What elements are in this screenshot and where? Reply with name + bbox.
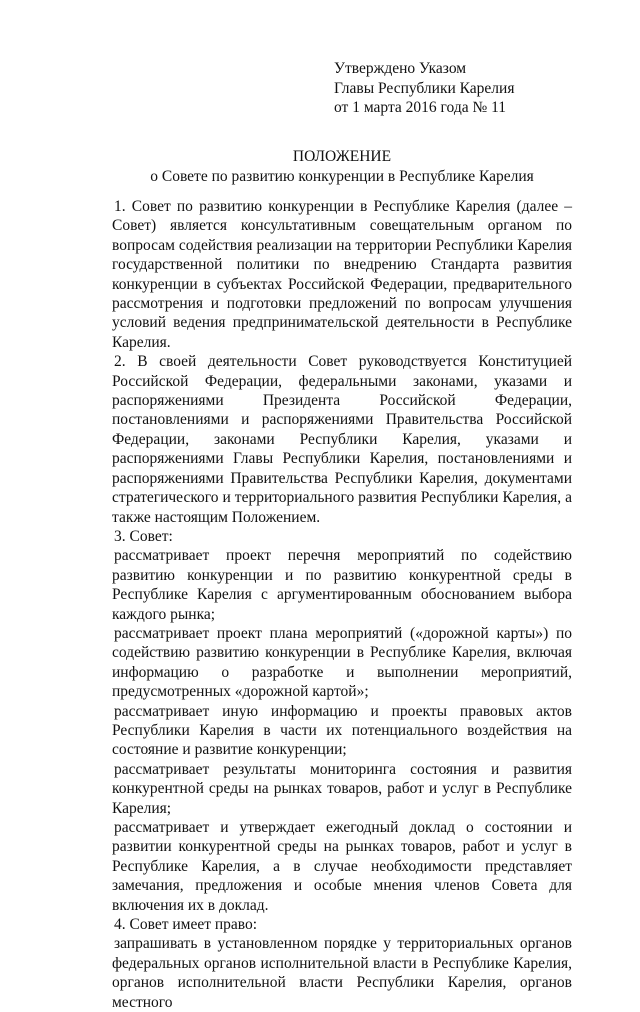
paragraph-3-item-1: рассматривает проект перечня мероприятий по содействию развитию конкуренции и по развитию конкурентной среды в Республике Карелия с аргументированным обоснованием выбора каждого рынка; [112, 547, 572, 623]
approval-line-2: Главы Республики Карелия [334, 79, 515, 97]
approval-line-1: Утверждено Указом [334, 60, 467, 77]
document-title [112, 147, 572, 187]
document-body [112, 197, 572, 1012]
paragraph-3-item-5: рассматривает и утверждает ежегодный доклад о состоянии и развитии конкурентной среды на рынках товаров, работ и услуг в Республике Карелия, а в случае необходимости представляет замечания, предложения и особые мнения членов Совета для включения их в доклад. [112, 819, 572, 914]
paragraph-1: 1. Совет по развитию конкуренции в Республике Карелия (далее – Совет) является консультативным совещательным органом по вопросам содействия реализации на территории Республики Карелия государственной политики по внедрению Стандарта развития конкуренции в субъектах Российской Федерации, предварительного рассмотрения и подготовки предложений по вопросам улучшения условий ведения предпринимательской деятельности в Республике Карелия. [112, 198, 572, 351]
paragraph-4-item-1: запрашивать в установленном порядке у территориальных органов федеральных органов исполнительной власти в Республике Карелия, органов исполнительной власти Республики Карелия, органов местного [112, 935, 572, 1011]
approval-block [334, 59, 594, 118]
approval-line-3: от 1 марта 2016 года № 11 [334, 99, 507, 116]
paragraph-2: 2. В своей деятельности Совет руководствуется Конституцией Российской Федерации, федеральными законами, указами и распоряжениями Президента Российской Федерации, постановлениями и распоряжениями Правительства Российской Федерации, законами Республики Карелия, указами и распоряжениями Главы Республики Карелия, постановлениями и распоряжениями Правительства Республики Карелия, документами стратегического и территориального развития Республики Карелия, а также настоящим Положением. [112, 353, 572, 526]
paragraph-3-item-3: рассматривает иную информацию и проекты правовых актов Республики Карелия в части их потенциального воздействия на состояние и развитие конкуренции; [112, 702, 572, 759]
title-heading: ПОЛОЖЕНИЕ [292, 148, 392, 165]
paragraph-3-item-4: рассматривает результаты мониторинга состояния и развития конкурентной среды на рынках товаров, работ и услуг в Республике Карелия; [112, 760, 572, 817]
paragraph-3-heading: 3. Совет: [114, 527, 173, 545]
paragraph-3-item-2: рассматривает проект плана мероприятий («дорожной карты») по содействию развитию конкуренции в Республике Карелия, включая информацию о разработке и выполнении мероприятий, предусмотренных «дорожной картой»; [112, 624, 572, 701]
title-subheading: о Совете по развитию конкуренции в Республике Карелия [150, 168, 534, 185]
paragraph-4-heading: 4. Совет имеет право: [114, 916, 258, 934]
